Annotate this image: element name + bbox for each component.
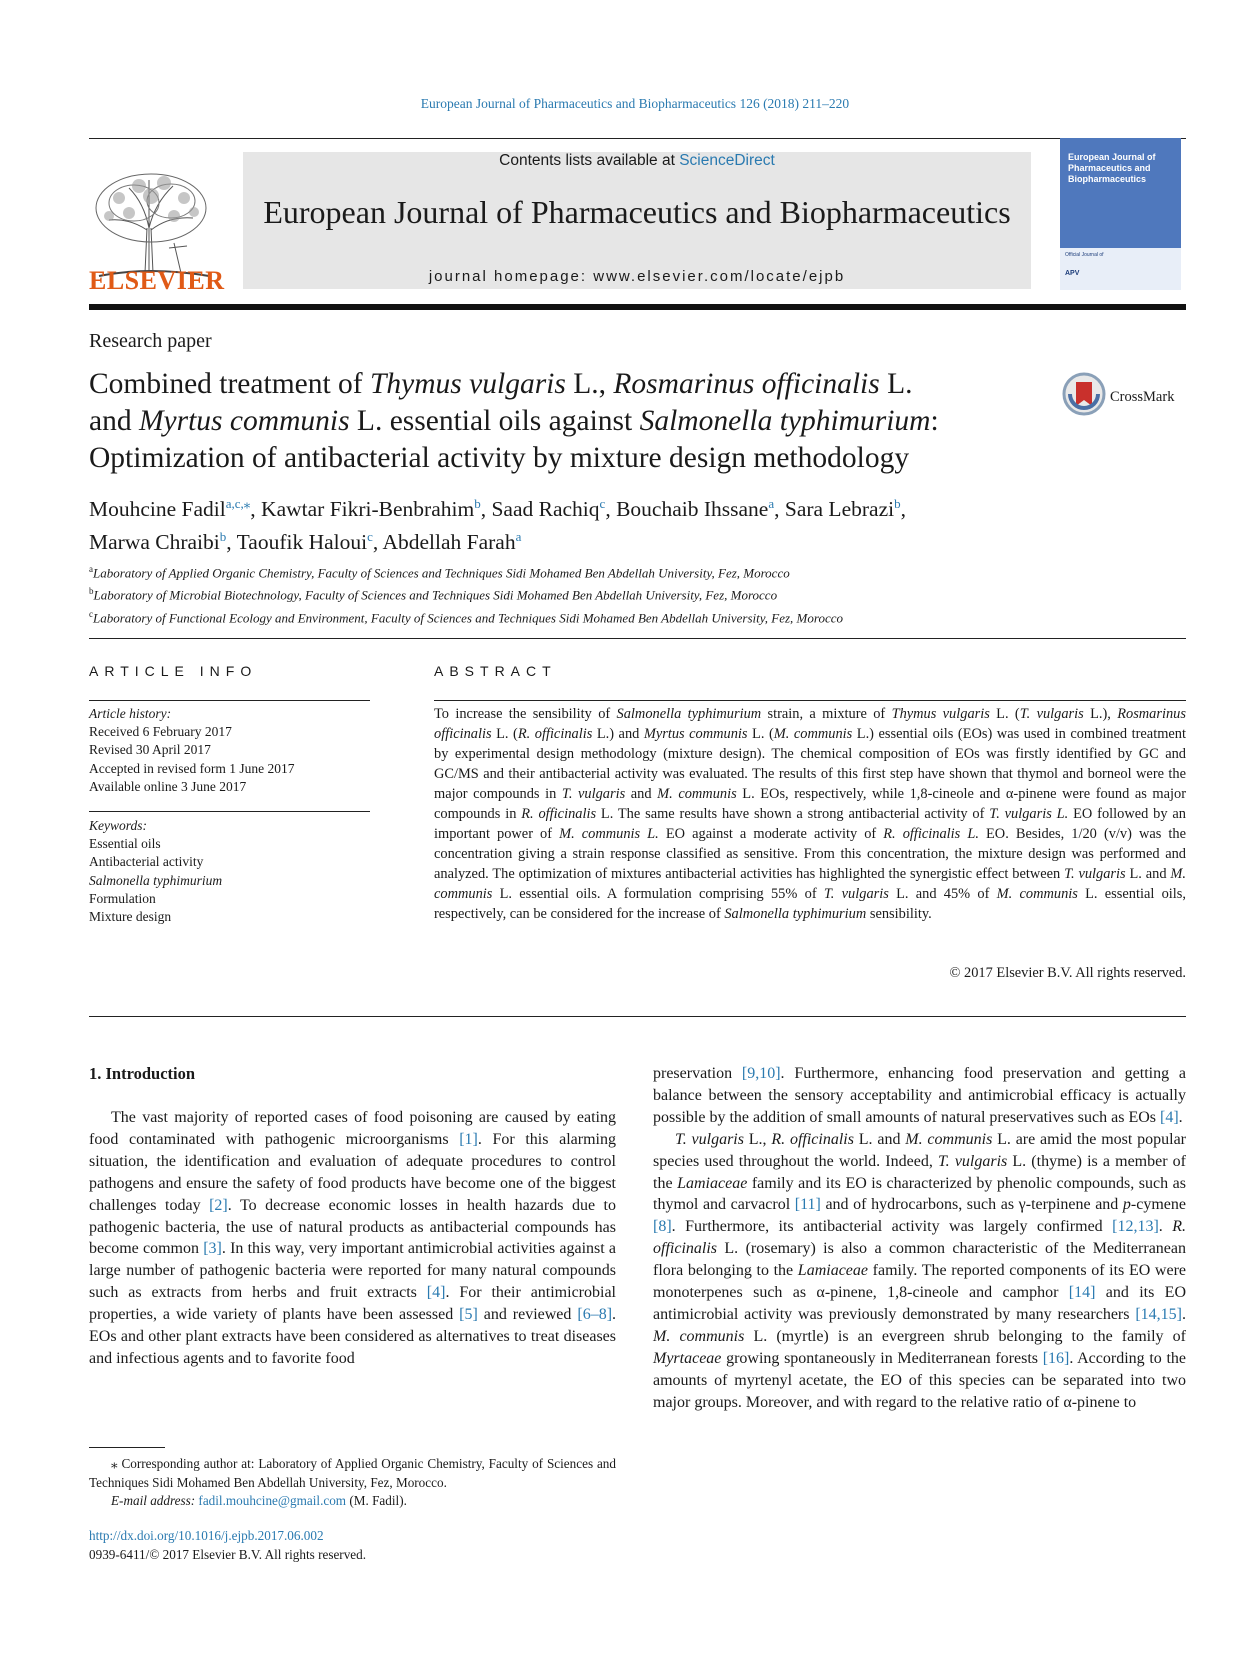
keyword-list [89,835,369,926]
text-run: L. ( [747,726,774,742]
keywords-label: Keywords: [89,818,147,833]
text-run: L.), [1083,706,1118,722]
text-run: -cymene [1130,1196,1186,1214]
text-run: and [625,786,658,802]
italic-term: Salmonella typhimurium [639,405,931,437]
text-run: L. (thyme) is a member of the [653,1152,1187,1192]
journal-name: European Journal of Pharmaceutics and Biopharmaceutics [263,194,1011,230]
citation-ref-link[interactable]: [5] [459,1306,478,1324]
sciencedirect-link[interactable]: ScienceDirect [679,152,775,169]
abstract-text [434,704,1186,924]
abstract-copyright: © 2017 Elsevier B.V. All rights reserved. [949,965,1186,981]
citation-ref-link[interactable]: [12,13] [1112,1218,1159,1236]
header-rule-thick [89,304,1186,310]
email-suffix: (M. Fadil). [346,1493,407,1508]
author-affiliation-marker[interactable]: a [768,496,775,511]
author-affiliation-marker[interactable]: c [599,496,606,511]
affiliation-item [89,560,1186,582]
text-run: . EOs and other plant extracts have been considered as alternatives to treat diseases and infectious agents and to favorite food [89,1306,617,1367]
text-run: The vast majority of reported cases of food poisoning are caused by eating food contaminated with pathogenic microorganisms [89,1109,616,1148]
citation-ref-link[interactable]: [9,10] [741,1065,781,1082]
text-run: . For their antimicrobial properties, a wide variety of plants have been assessed [89,1284,616,1324]
author-separator: , [250,497,262,522]
italic-term: T. vulgaris [823,886,889,902]
affiliation-item [89,605,1186,627]
affiliation-item [89,582,1186,604]
italic-term: Rosmarinus officinalis [434,706,1186,742]
italic-term: R. officinalis [653,1218,1187,1258]
article-title [89,366,1039,477]
keyword-item: Formulation [89,890,156,906]
text-run: To increase the sensibility of [434,706,617,722]
text-run: L. (myrtle) is an evergreen shrub belonging to the family of [744,1327,1186,1345]
author-name: Kawtar Fikri-Benbrahim [261,497,475,522]
history-revised: Revised 30 April 2017 [89,742,211,758]
text-run: . For this alarming situation, the identification and evaluation of adequate procedures to control pathogens and ensure the safety of food products have become one of the biggest challenges today [89,1130,616,1214]
text-run: L.) essential oils (EOs) was used in combined treatment by experimental design methodology (mixture design). The chemical composition of EOs was firstly identified by GC and GC/MS and their antibacterial activity was evaluated. The results of this first step have shown that thymol and borneol were the major compounds in [434,726,1186,802]
cover-footer-strip [1060,248,1181,290]
text-run: EO against a moderate activity of [658,826,884,842]
italic-term: M. communis [653,1327,745,1345]
italic-term: T. vulgaris [561,786,626,802]
italic-term: Salmonella typhimurium [616,706,762,722]
italic-term: M. communis L. [559,826,659,842]
author-name: Sara Lebrazi [784,497,895,522]
doi-link[interactable]: http://dx.doi.org/10.1016/j.ejpb.2017.06.002 [89,1528,324,1543]
text-run: and reviewed [477,1306,578,1324]
cover-title: European Journal of Pharmaceutics and Biopharmaceutics [1068,152,1156,184]
article-info-heading: ARTICLE INFO [89,663,258,679]
author-name: Saad Rachiq [491,497,600,522]
citation-ref-link[interactable]: [8] [653,1218,672,1236]
text-run: preservation [653,1065,742,1082]
author-affiliation-marker[interactable]: b [894,496,901,511]
journal-homepage [243,268,1031,285]
text-run: EO. Besides, 1/20 (v/v) was the concentration giving a strain response classified as sensitive. From this concentration, the mixture design was performed and analyzed. The optimization of mixtures antibacterial activities has highlighted the synergistic effect between [434,826,1187,882]
article-type: Research paper [89,330,212,352]
text-run: . Furthermore, enhancing food preservation and getting a balance between the sensory acceptability and antimicrobial efficacy is actually possible by the addition of small amounts of natural preservatives such as EOs [653,1065,1186,1126]
section-heading-introduction: 1. Introduction [89,1064,196,1083]
italic-term: Myrtaceae [653,1349,722,1367]
journal-cover-thumbnail[interactable] [1060,138,1181,290]
history-online: Available online 3 June 2017 [89,778,247,794]
keyword-item: Essential oils [89,836,161,852]
text-run: L. essential oils, respectively, can be considered for the increase of [434,886,1186,922]
italic-term: M. communis [434,866,1186,902]
affiliation-list [89,560,1186,627]
text-run: sensibility. [866,906,932,922]
crossmark-badge[interactable] [1062,372,1192,420]
elsevier-wordmark: ELSEVIER [89,266,225,295]
homepage-url-link[interactable]: www.elsevier.com/locate/ejpb [593,268,846,285]
text-run: L. ( [491,726,518,742]
text-run: L. are amid the most popular species used throughout the world. Indeed, [653,1130,1187,1170]
affiliation-marker: c [89,608,93,619]
italic-term: T. vulgaris [1019,706,1084,722]
citation-ref-link[interactable]: [3] [203,1240,222,1258]
text-run: . [1182,1305,1186,1323]
text-run: L. (rosemary) is also a common characteristic of the Mediterranean flora belonging to the [653,1240,1186,1280]
abstract-rule [434,700,1186,701]
italic-term: R. officinalis [517,726,593,742]
author-separator: , [480,497,492,522]
citation-ref-link[interactable]: [4] [426,1284,446,1302]
author-affiliation-marker[interactable]: a,c,⁎ [225,496,251,511]
author-affiliation-marker[interactable]: c [367,529,373,545]
journal-citation-link[interactable]: European Journal of Pharmaceutics and Biopharmaceutics 126 (2018) 211–220 [420,96,850,111]
text-run: L. The same results have shown a strong antibacterial activity of [596,806,990,822]
author-name: Abdellah Farah [382,530,516,555]
citation-ref-link[interactable]: [1] [459,1130,478,1148]
italic-term: M. communis [996,886,1078,902]
citation-ref-link[interactable]: [6–8] [577,1306,613,1324]
affiliation-text: Laboratory of Microbial Biotechnology, Faculty of Sciences and Techniques Sidi Mohamed Ben Abdellah University, Fez, Morocco [93,587,778,603]
text-run: L. and [89,368,913,437]
italic-term: R. officinalis L. [883,826,979,842]
text-run: and its EO antimicrobial activity was previously demonstrated by many researchers [653,1284,1186,1323]
intro-paragraph-1-cont [653,1063,1186,1129]
author-separator: , [226,530,237,555]
italic-term: Lamiaceae [797,1262,868,1280]
italic-term: M. communis [657,786,737,802]
text-run: L. and 45% of [888,886,997,902]
crossmark-icon [1062,372,1106,416]
italic-term: Rosmarinus officinalis [613,368,880,400]
crossmark-label: CrossMark [1110,389,1175,405]
citation-ref-link[interactable]: [16] [1042,1349,1070,1367]
text-run: L.) and [592,726,644,742]
text-run: and of hydrocarbons, such as γ-terpinene and [820,1196,1123,1214]
italic-term: M. communis [773,726,853,742]
text-run: EO followed by an important power of [434,806,1186,842]
text-run: family. The reported components of its EO were monoterpenes such as α-pinene, 1,8-cineole and camphor [653,1262,1187,1302]
email-line [89,1492,616,1511]
affiliation-marker: b [89,586,94,597]
text-run: . [1158,1218,1173,1236]
body-column-right [653,1063,1186,1414]
italic-term: T. vulgaris [937,1152,1008,1170]
intro-paragraph-2 [653,1129,1186,1414]
author-separator: , [605,497,617,522]
history-accepted: Accepted in revised form 1 June 2017 [89,760,295,776]
author-separator: , [372,530,383,555]
homepage-prefix: journal homepage: [428,268,594,285]
citation-ref-link[interactable]: [2] [209,1196,228,1214]
affiliation-text: Laboratory of Functional Ecology and Environment, Faculty of Sciences and Techniques Sidi Mohamed Ben Abdellah University, Fez, Morocco [93,609,844,625]
info-rule [89,700,370,701]
text-run: L., [565,368,614,400]
italic-term: Thymus vulgaris [891,706,990,722]
text-run: . To decrease economic losses in health hazards due to pathogenic bacteria, the use of natural products as antibacterial compounds has become common [89,1196,617,1258]
text-run: L., [743,1130,772,1148]
italic-term: Salmonella typhimurium [724,906,867,922]
section-rule-2 [89,1016,1186,1017]
email-label: E-mail address: [111,1493,199,1508]
text-run: L. and [853,1130,906,1148]
author-affiliation-marker[interactable]: b [474,496,481,511]
keywords-rule [89,811,370,812]
keywords-block [89,817,369,926]
text-run: Combined treatment of [89,368,370,400]
text-run: . [1178,1108,1183,1126]
email-link[interactable]: fadil.mouhcine@gmail.com [198,1493,347,1508]
text-run: L. ( [989,706,1020,722]
keyword-item: Salmonella typhimurium [89,872,223,888]
citation-ref-link[interactable]: [14,15] [1135,1305,1182,1323]
text-run: strain, a mixture of [761,706,892,722]
cover-subtitle: Official Journal of [1065,252,1104,258]
citation-ref-link[interactable]: [14] [1068,1284,1096,1302]
italic-term: p [1122,1196,1131,1214]
affiliation-text: Laboratory of Applied Organic Chemistry, Faculty of Sciences and Techniques Sidi Mohamed Ben Abdellah University, Fez, Morocco [93,565,790,581]
text-run: . According to the amounts of myrtenyl acetate, the EO of this species can be separated into two major groups. Moreover, and with regard to the relative ratio of α-pinene to [653,1349,1186,1411]
text-run: L. EOs, respectively, while 1,8-cineole and α-pinene were found as major compounds in [434,786,1187,822]
text-run: L. essential oils. A formulation comprising 55% of [492,886,824,902]
footnote-rule [89,1447,165,1448]
affiliation-marker: a [89,564,93,574]
keyword-item: Antibacterial activity [89,854,204,870]
italic-term: M. communis [905,1130,993,1148]
text-run: family and its EO is characterized by phenolic compounds, such as thymol and carvacrol [653,1174,1187,1214]
text-run: L. essential oils against [349,405,640,437]
author-separator: , [900,497,906,522]
abstract-heading: ABSTRACT [434,663,557,679]
issn-copyright: 0939-6411/© 2017 Elsevier B.V. All rights reserved. [89,1547,367,1562]
text-run: growing spontaneously in Mediterranean forests [721,1349,1043,1367]
history-label: Article history: [89,706,172,721]
italic-term: T. vulgaris [1064,866,1126,882]
italic-term: Myrtus communis [643,726,748,742]
author-name: Marwa Chraibi [89,530,220,555]
italic-term: T. vulgaris L. [989,806,1069,822]
italic-term: Myrtus communis [138,405,350,437]
intro-paragraph-1 [89,1107,616,1370]
contents-prefix: Contents lists available at [499,152,680,169]
italic-term: R. officinalis [771,1130,854,1148]
italic-term: R. officinalis [521,806,597,822]
corresponding-author-footnote [89,1455,616,1511]
italic-term: Lamiaceae [677,1174,748,1192]
contents-line [243,152,1031,170]
keyword-item: Mixture design [89,909,172,925]
body-column-left [89,1107,616,1370]
corresponding-note: ⁎ Corresponding author at: Laboratory of Applied Organic Chemistry, Faculty of Sciences and Techniques Sidi Mohamed Ben Abdellah University, Fez, Morocco. [89,1456,616,1490]
text-run: L. and [1125,866,1171,882]
article-history [89,705,369,796]
author-affiliation-marker[interactable]: a [515,529,522,545]
italic-term: Thymus vulgaris [370,368,566,400]
text-run: : Optimization of antibacterial activity by mixture design methodology [89,405,939,474]
author-list [89,490,1186,556]
citation-ref-link[interactable]: [4] [1160,1108,1179,1126]
author-name: Taoufik Haloui [236,530,368,555]
author-name: Bouchaib Ihssane [616,497,769,522]
text-run: . Furthermore, its antibacterial activity was largely confirmed [671,1218,1113,1236]
author-separator: , [774,497,785,522]
header-rule-top [89,138,1186,139]
section-rule-1 [89,638,1186,639]
citation-ref-link[interactable]: [11] [794,1196,821,1214]
italic-term: T. vulgaris [675,1130,744,1148]
author-name: Mouhcine Fadil [89,497,226,522]
cover-apv-logo: APV [1065,270,1080,277]
history-received: Received 6 February 2017 [89,724,232,740]
text-run: . In this way, very important antimicrobial activities against a large number of pathogenic bacteria were reported for many natural compounds such as extracts from herbs and fruit extracts [89,1240,616,1302]
author-affiliation-marker[interactable]: b [219,529,227,545]
